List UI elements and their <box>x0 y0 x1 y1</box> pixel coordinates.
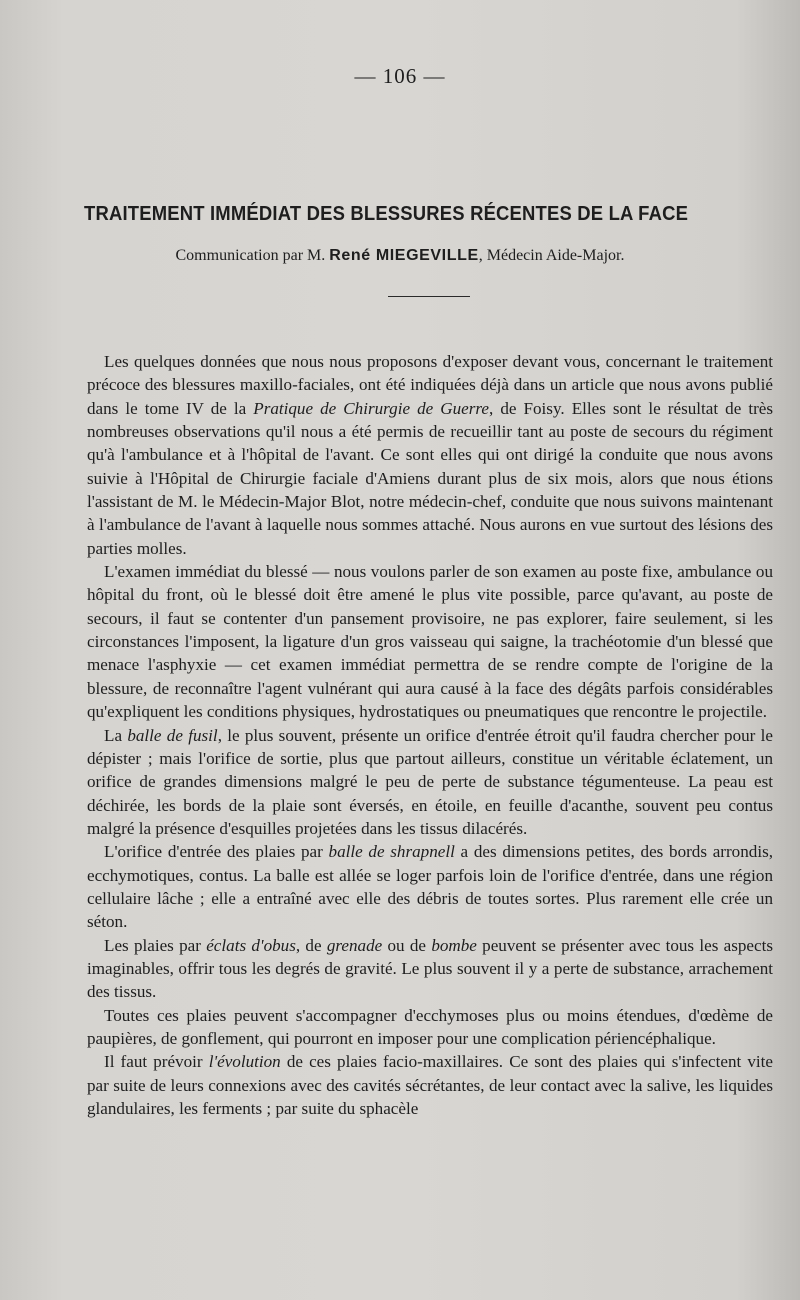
paragraph-text: La <box>104 725 128 745</box>
paragraph-text: ou de <box>382 935 432 955</box>
byline-author: René MIEGEVILLE <box>329 247 479 264</box>
paragraph-text: , de Foisy. Elles sont le résultat de très nombreuses observations qu'il nous a été permis de recueillir tant au poste de secours du régiment qu'à l'ambulance et à l'hôpital de l'avant. Ce sont elles qui ont dirigé la conduite que nous avons suivie à l'Hôpital de Chirurgie faciale d'Amiens durant plus de six mois, alors que nous étions l'assistant de M. le Médecin-Major Blot, notre médecin-chef, conduite que nous suivons maintenant à l'ambulance de l'avant à laquelle nous sommes attaché. Nous aurons en vue surtout des lésions des parties molles. <box>87 398 773 558</box>
paragraph-2 <box>87 560 773 723</box>
paragraph-1 <box>87 350 773 560</box>
paragraph-italic: balle de fusil <box>127 725 218 745</box>
byline-suffix: , Médecin Aide-Major. <box>478 247 625 264</box>
paragraph-text: Il faut prévoir <box>104 1052 209 1072</box>
paragraph-italic: Pratique de Chirurgie de Guerre <box>253 398 490 418</box>
article-body <box>87 350 773 1120</box>
paragraph-text: L'orifice d'entrée des plaies par <box>104 842 329 862</box>
paragraph-text: , de <box>295 935 327 955</box>
byline <box>0 247 800 265</box>
article-title: TRAITEMENT IMMÉDIAT DES BLESSURES RÉCENTES DE LA FACE <box>84 202 689 225</box>
paragraph-text: peuvent se présenter avec tous les aspects imaginables, offrir tous les degrés de gravité. Le plus souvent il y a perte de substance, arrachement des tissus. <box>87 935 773 1002</box>
paragraph-italic: balle de shrapnell <box>328 842 455 862</box>
page-number: — 106 — <box>354 64 446 88</box>
paragraph-text: a des dimensions petites, des bords arrondis, ecchymotiques, contus. La balle est allée se loger parfois loin de l'orifice d'entrée, dans une région cellulaire lâche ; elle a entraîné avec elle des débris de toutes sortes. Plus rarement elle crée un séton. <box>87 842 773 932</box>
paragraph-text: Toutes ces plaies peuvent s'accompagner d'ecchymoses plus ou moins étendues, d'œdème de paupières, de gonflement, qui pourront en imposer pour une complication périencéphalique. <box>87 1005 773 1048</box>
paragraph-4 <box>87 840 773 933</box>
paragraph-text: de ces plaies facio-maxillaires. Ce sont des plaies qui s'infectent vite par suite de leurs connexions avec des cavités sécrétantes, de leur contact avec la salive, les liquides glandulaires, les ferments ; par suite du sphacèle <box>87 1052 773 1118</box>
paragraph-italic: éclats d'obus <box>206 935 296 955</box>
paragraph-6 <box>87 1004 773 1051</box>
paragraph-7 <box>87 1050 773 1120</box>
paragraph-text: L'examen immédiat du blessé — nous voulons parler de son examen au poste fixe, ambulance ou hôpital du front, où le blessé doit être amené le plus vite possible, parce qu'avant, au poste de secours, il faut se contenter d'un pansement provisoire, ne pas explorer, faire seulement, si les circonstances l'imposent, la ligature d'un gros vaisseau qui saigne, la trachéotomie d'un blessé que menace l'asphyxie — cet examen immédiat permettra de se rendre compte de l'origine de la blessure, de reconnaître l'agent vulnérant qui aura causé à la face des dégâts parfois considérables qu'expliquent les conditions physiques, hydrostatiques ou pneumatiques que rencontre le projectile. <box>87 562 773 722</box>
paragraph-text: Les plaies par <box>104 935 207 955</box>
paragraph-3 <box>87 724 773 841</box>
paragraph-text: Les quelques données que nous nous proposons d'exposer devant vous, concernant le traitement précoce des blessures maxillo-faciales, ont été indiquées déjà dans un article que nous avons publié dans le tome IV de la <box>87 352 773 418</box>
paragraph-text: , le plus souvent, présente un orifice d'entrée étroit qu'il faudra chercher pour le dépister ; mais l'orifice de sortie, plus que partout ailleurs, constitue un véritable éclatement, un orifice de grandes dimensions malgré le peu de perte de substance tégumenteuse. La peau est déchirée, les bords de la plaie sont éversés, en étoile, en feuille d'acanthe, souvent peu contus malgré la présence d'esquilles projetées dans les tissus dilacérés. <box>87 725 773 838</box>
paragraph-italic: grenade <box>326 935 383 955</box>
paragraph-5 <box>87 934 773 1004</box>
paragraph-italic: bombe <box>431 935 477 955</box>
title-divider <box>388 296 470 297</box>
paragraph-italic: l'évolution <box>208 1052 281 1072</box>
byline-prefix: Communication par M. <box>175 247 326 264</box>
